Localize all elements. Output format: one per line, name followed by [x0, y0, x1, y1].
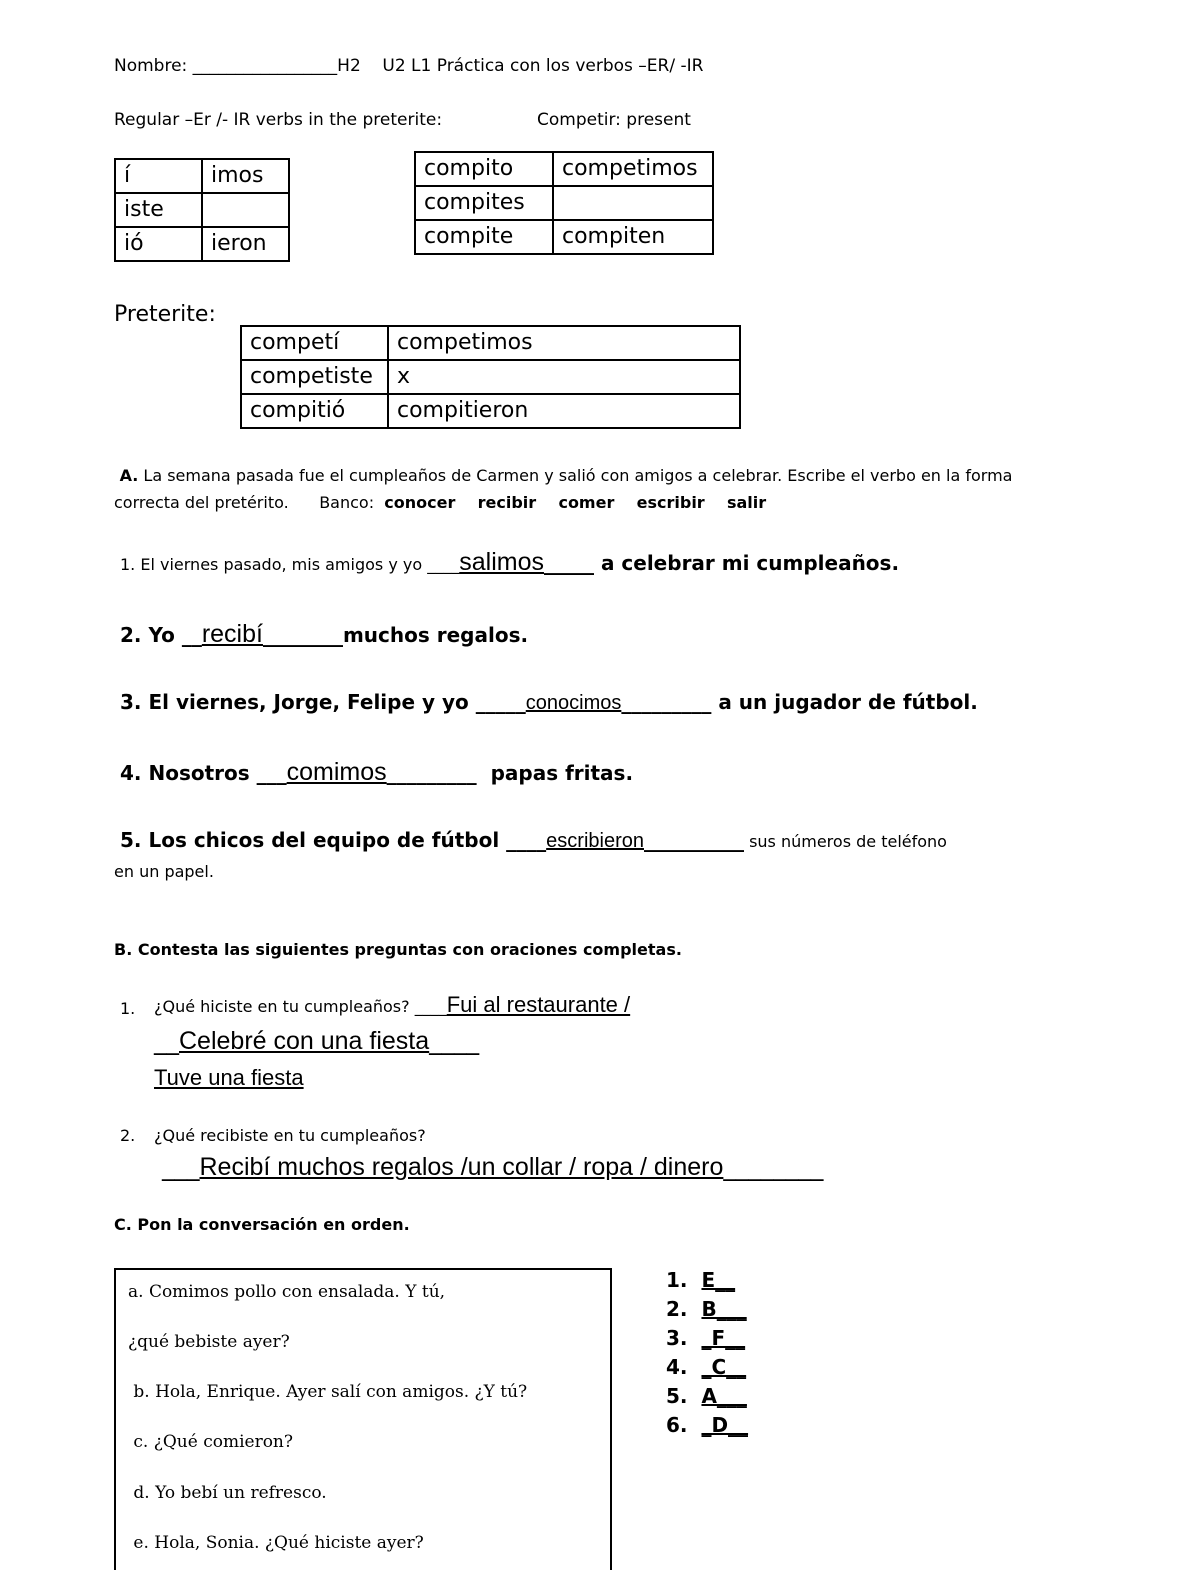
table-row: [241, 326, 740, 360]
table-row: [241, 360, 740, 394]
conversation-line: ¿qué bebiste ayer?: [128, 1332, 290, 1352]
conversation-line: d. Yo bebí un refresco.: [128, 1483, 327, 1503]
exercise-item-4: 4. Nosotros ___comimos_________ papas fritas.: [120, 758, 634, 786]
table-row: [415, 220, 713, 254]
conversation-box: [114, 1268, 612, 1570]
question-2: ¿Qué recibiste en tu cumpleaños?: [154, 1126, 426, 1145]
list-item: 5. A___: [666, 1384, 747, 1408]
exercise-item-1: 1. El viernes pasado, mis amigos y yo ____salimos_____ a celebrar mi cumpleaños.: [120, 548, 900, 576]
question-1: ¿Qué hiciste en tu cumpleaños? ____Fui al restaurante /: [154, 992, 631, 1017]
order-answers: [666, 1266, 748, 1440]
table-cell: ieron: [202, 227, 289, 261]
list-item: 6. _D__: [666, 1413, 749, 1437]
list-item: 3. _F__: [666, 1326, 746, 1350]
question-1-number: 1.: [120, 999, 136, 1018]
section-b-title: B. Contesta las siguientes preguntas con oraciones completas.: [114, 940, 682, 959]
conversation-line: b. Hola, Enrique. Ayer salí con amigos. ¿Y tú?: [128, 1382, 528, 1402]
table-row: [415, 186, 713, 220]
exercise-item-5-continued: en un papel.: [114, 862, 214, 881]
name-line: Nombre: _________________H2 U2 L1 Práctica con los verbos –ER/ -IR: [114, 56, 704, 76]
exercise-item-5: 5. Los chicos del equipo de fútbol ____escribieron__________ sus números de teléfono: [120, 828, 947, 852]
table-cell: [202, 193, 289, 227]
present-table: [414, 151, 714, 255]
table-cell: compite: [415, 220, 553, 254]
table-cell: ió: [115, 227, 202, 261]
answer-q1-line2: __Celebré con una fiesta____: [154, 1026, 480, 1055]
answer-q2: ___Recibí muchos regalos /un collar / ropa / dinero________: [162, 1152, 824, 1181]
table-cell: x: [388, 360, 740, 394]
conversation-line: e. Hola, Sonia. ¿Qué hiciste ayer?: [128, 1533, 424, 1553]
question-2-number: 2.: [120, 1126, 136, 1145]
table-cell: compito: [415, 152, 553, 186]
answer-5: escribieron: [546, 830, 644, 852]
section-a-instructions: [114, 466, 1012, 485]
section-a-line2-row: [114, 493, 766, 512]
list-item: 4. _C__: [666, 1355, 747, 1379]
table-cell: compitieron: [388, 394, 740, 428]
list-item: 1. E__: [666, 1268, 736, 1292]
present-caption: Competir: present: [537, 110, 691, 130]
table-cell: competiste: [241, 360, 388, 394]
table-row: [115, 193, 289, 227]
answer-3: conocimos: [525, 692, 622, 714]
table-cell: imos: [202, 159, 289, 193]
table-cell: compites: [415, 186, 553, 220]
preterite-label: Preterite:: [114, 302, 216, 327]
table-row: [115, 227, 289, 261]
conversation-line: c. ¿Qué comieron?: [128, 1432, 293, 1452]
conversation-line: a. Comimos pollo con ensalada. Y tú,: [128, 1282, 446, 1302]
endings-caption: Regular –Er /- IR verbs in the preterite:: [114, 110, 443, 130]
table-cell: [553, 186, 713, 220]
table-cell: compiten: [553, 220, 713, 254]
section-a-line1: La semana pasada fue el cumpleaños de Carmen y salió con amigos a celebrar. Escribe el verbo en la forma: [138, 466, 1013, 485]
list-item: 2. B___: [666, 1297, 747, 1321]
table-row: [115, 159, 289, 193]
section-c-title: C. Pon la conversación en orden.: [114, 1215, 410, 1234]
exercise-item-2: 2. Yo __recibí________muchos regalos.: [120, 620, 529, 648]
answer-2: recibí: [201, 620, 263, 648]
preterite-table: [240, 325, 741, 429]
endings-table: [114, 158, 290, 262]
table-cell: competimos: [553, 152, 713, 186]
table-cell: í: [115, 159, 202, 193]
answer-1: salimos: [459, 548, 544, 576]
answer-4: comimos: [286, 758, 387, 786]
answer-q1-line1: Fui al restaurante /: [446, 992, 631, 1017]
table-cell: competimos: [388, 326, 740, 360]
table-cell: compitió: [241, 394, 388, 428]
section-a-letter: A.: [114, 466, 139, 485]
table-row: [241, 394, 740, 428]
table-cell: competí: [241, 326, 388, 360]
section-a-line2: correcta del pretérito. Banco:: [114, 493, 375, 512]
word-bank: conocer recibir comer escribir salir: [384, 493, 767, 512]
answer-q1-line3: Tuve una fiesta: [154, 1065, 304, 1090]
table-cell: iste: [115, 193, 202, 227]
table-row: [415, 152, 713, 186]
exercise-item-3: 3. El viernes, Jorge, Felipe y yo _____conocimos_________ a un jugador de fútbol.: [120, 690, 978, 714]
